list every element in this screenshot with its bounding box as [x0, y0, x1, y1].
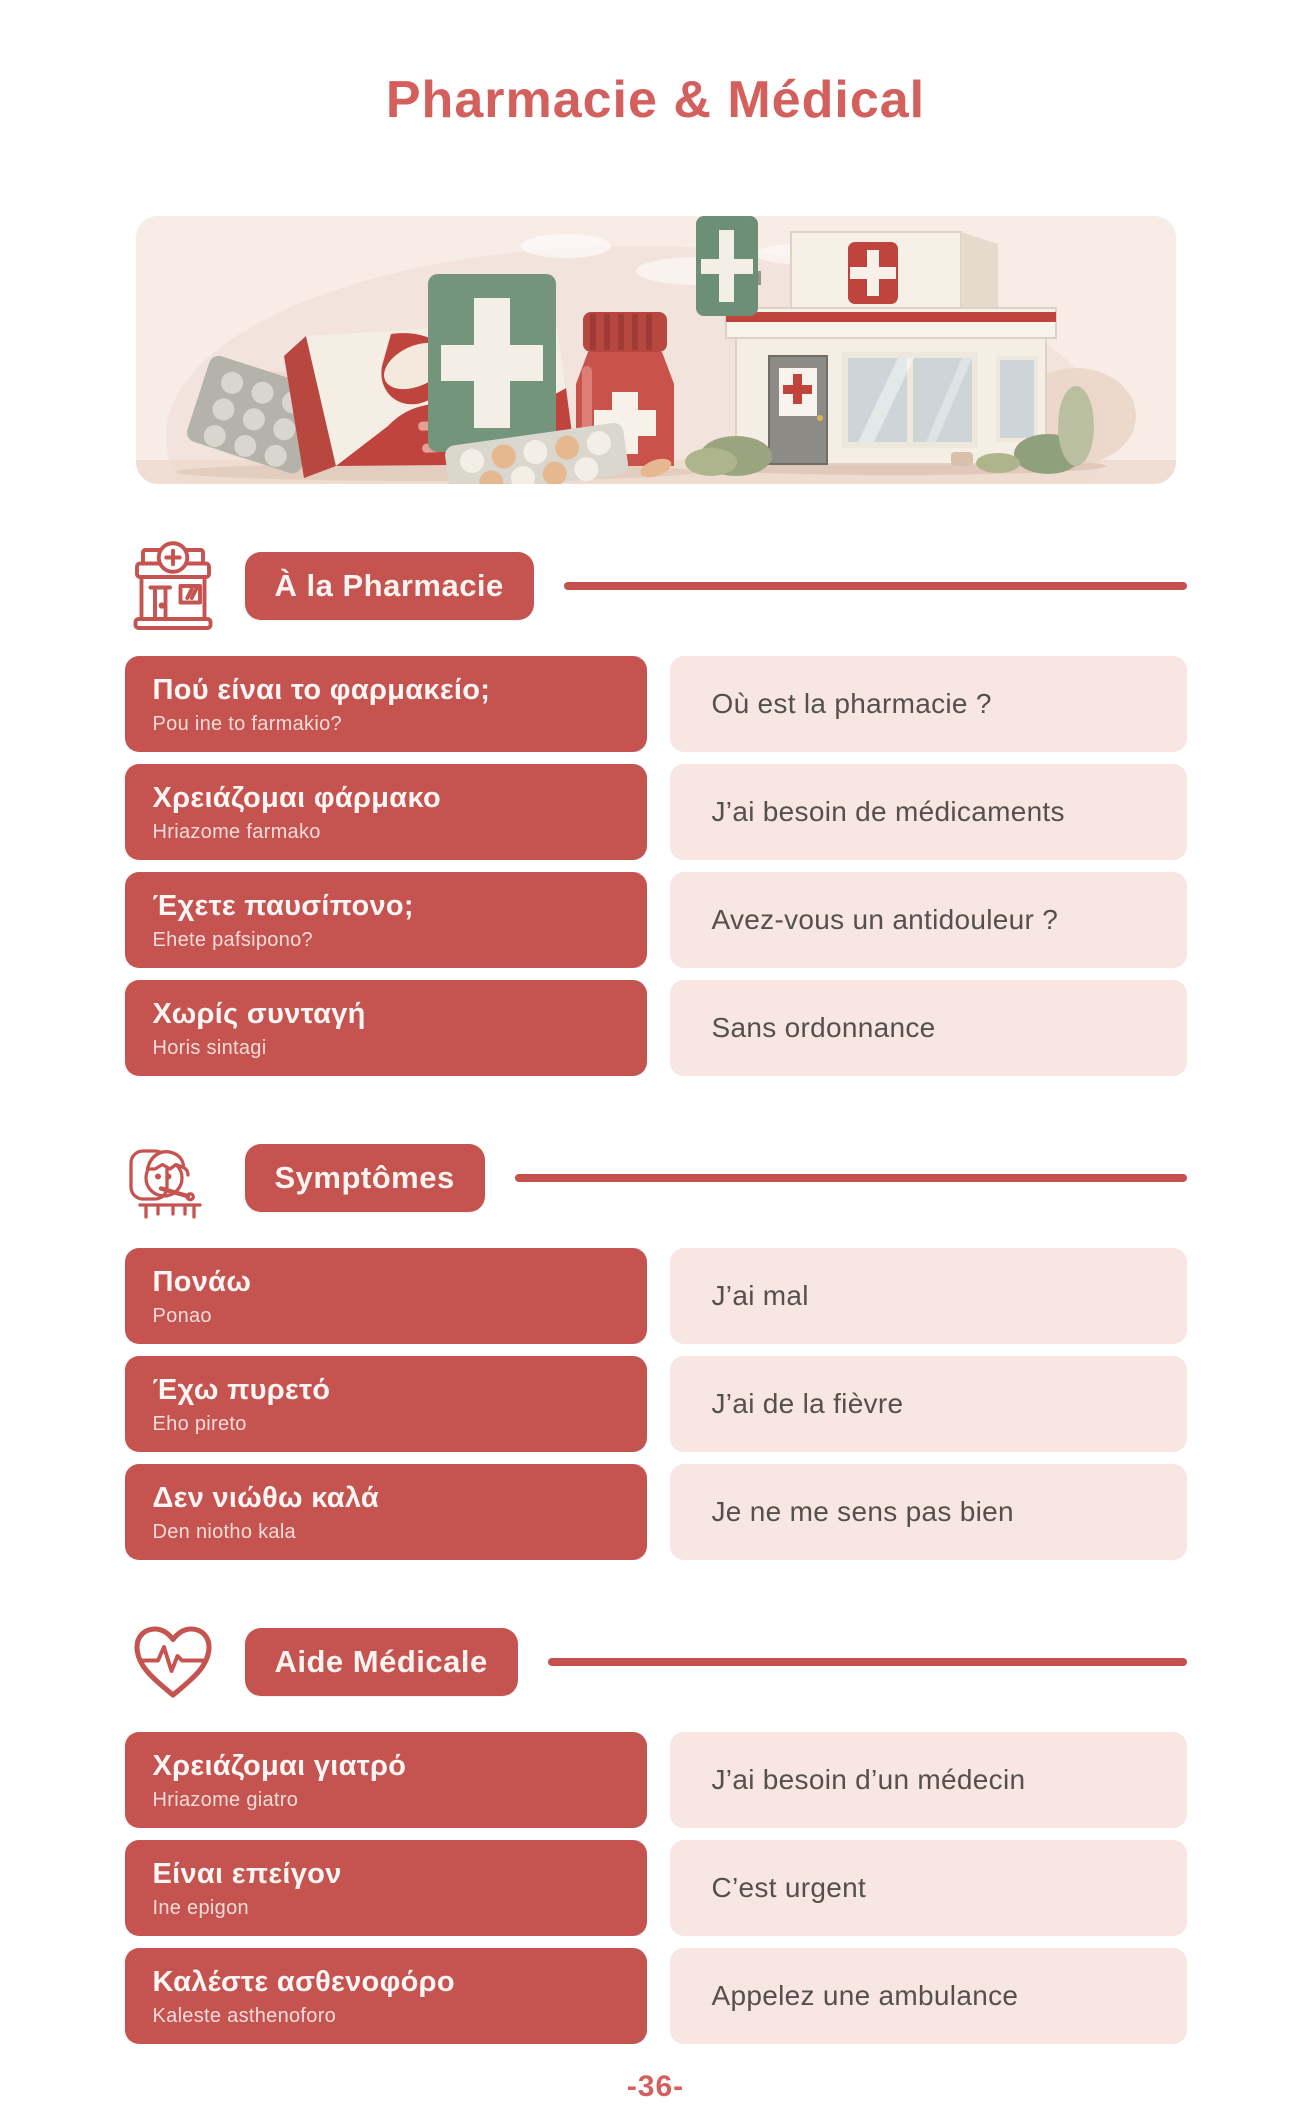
greek-phrase: Δεν νιώθω καλά [152, 1482, 380, 1515]
greek-card [125, 1356, 647, 1452]
french-card [670, 1732, 1187, 1828]
french-translation: J’ai de la fièvre [711, 1388, 904, 1419]
french-card [670, 1948, 1187, 2044]
french-translation: Sans ordonnance [711, 1012, 936, 1043]
section-badge [245, 1144, 485, 1212]
section-icon-slot [125, 1130, 221, 1226]
french-translation: J’ai besoin d’un médecin [711, 1764, 1026, 1795]
page-title: Pharmacie & Médical [385, 71, 926, 129]
french-card [670, 1464, 1187, 1560]
section-header [125, 536, 1187, 636]
greek-card [125, 1840, 647, 1936]
french-card [670, 980, 1187, 1076]
section-header [125, 1612, 1187, 1712]
transliteration: Eho pireto [152, 1412, 247, 1435]
greek-card [125, 872, 647, 968]
section-label: Aide Médicale [274, 1644, 488, 1679]
french-translation: J’ai besoin de médicaments [711, 796, 1065, 827]
greek-phrase: Πού είναι το φαρμακείο; [152, 674, 491, 707]
section-icon-slot [125, 538, 221, 634]
greek-card [125, 656, 647, 752]
transliteration: Ponao [152, 1304, 212, 1327]
french-card [670, 1248, 1187, 1344]
transliteration: Pou ine to farmakio? [152, 712, 342, 735]
section-label: Symptômes [274, 1160, 455, 1195]
greek-card [125, 1948, 647, 2044]
french-translation: Où est la pharmacie ? [711, 688, 992, 719]
french-card [670, 764, 1187, 860]
phrase-row [125, 1464, 1187, 1560]
greek-phrase: Πονάω [152, 1266, 252, 1299]
hero-illustration [136, 216, 1176, 484]
french-translation: J’ai mal [711, 1280, 809, 1311]
french-translation: Appelez une ambulance [711, 1980, 1019, 2011]
phrase-row [125, 1356, 1187, 1452]
french-translation: C’est urgent [711, 1872, 867, 1903]
greek-card [125, 1464, 647, 1560]
phrase-sections [125, 536, 1187, 2044]
greek-phrase: Χωρίς συνταγή [152, 998, 366, 1031]
transliteration: Kaleste asthenoforo [152, 2004, 337, 2027]
greek-card [125, 764, 647, 860]
greek-card [125, 980, 647, 1076]
section-rule [548, 1658, 1187, 1666]
phrase-row [125, 1948, 1187, 2044]
french-translation: Avez-vous un antidouleur ? [711, 904, 1059, 935]
phrase-row [125, 1248, 1187, 1344]
greek-phrase: Έχετε παυσίπονο; [152, 890, 414, 923]
transliteration: Ine epigon [152, 1896, 249, 1919]
section-rule [564, 582, 1187, 590]
french-card [670, 872, 1187, 968]
phrase-row [125, 980, 1187, 1076]
french-card [670, 656, 1187, 752]
section-header [125, 1128, 1187, 1228]
section-rows [125, 1732, 1187, 2044]
greek-card [125, 1248, 647, 1344]
greek-phrase: Έχω πυρετό [152, 1374, 331, 1407]
greek-phrase: Χρειάζομαι γιατρό [152, 1750, 407, 1783]
greek-phrase: Είναι επείγον [152, 1858, 342, 1891]
pharmacy-scene-illustration [136, 216, 1176, 484]
transliteration: Ehete pafsipono? [152, 928, 313, 951]
greek-phrase: Χρειάζομαι φάρμακο [152, 782, 441, 815]
section-badge [245, 552, 534, 620]
sick-person-icon [125, 1130, 221, 1226]
french-translation: Je ne me sens pas bien [711, 1496, 1014, 1527]
french-card [670, 1840, 1187, 1936]
phrase-row [125, 656, 1187, 752]
phrase-row [125, 1732, 1187, 1828]
greek-card [125, 1732, 647, 1828]
pharmacy-store-icon [125, 538, 221, 634]
section-rows [125, 656, 1187, 1076]
section-rows [125, 1248, 1187, 1560]
transliteration: Hriazome farmako [152, 820, 321, 843]
section-label: À la Pharmacie [274, 568, 504, 603]
french-card [670, 1356, 1187, 1452]
page-number: -36- [626, 2070, 685, 2103]
transliteration: Hriazome giatro [152, 1788, 299, 1811]
phrase-row [125, 764, 1187, 860]
transliteration: Den niotho kala [152, 1520, 296, 1543]
greek-phrase: Καλέστε ασθενοφόρο [152, 1966, 455, 1999]
section-rule [515, 1174, 1187, 1182]
phrase-row [125, 872, 1187, 968]
section-icon-slot [125, 1614, 221, 1710]
heart-pulse-icon [125, 1614, 221, 1710]
phrase-row [125, 1840, 1187, 1936]
transliteration: Horis sintagi [152, 1036, 267, 1059]
section-badge [245, 1628, 518, 1696]
